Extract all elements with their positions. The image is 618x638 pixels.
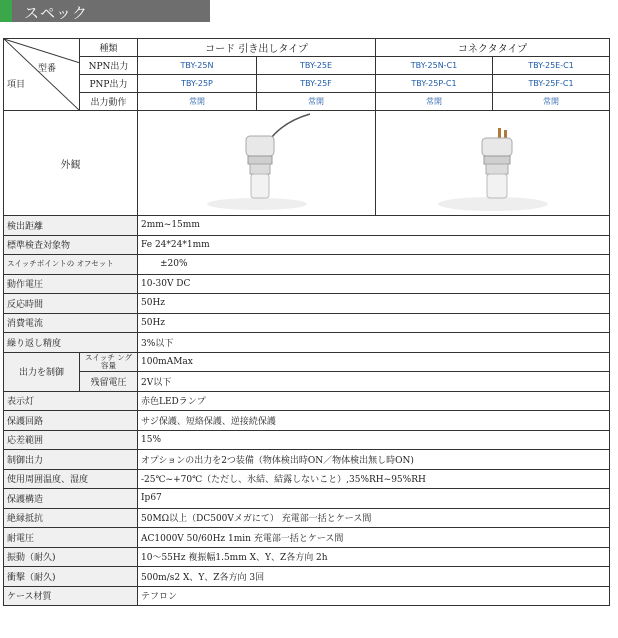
spec-label: 標準検査対象物: [4, 235, 138, 255]
spec-label: 表示灯: [4, 391, 138, 411]
spec-label: ケース材質: [4, 586, 138, 606]
header-accent-bar: [0, 0, 12, 22]
control-sub-label: 残留電圧: [80, 372, 138, 392]
appearance-label: 外観: [4, 111, 138, 216]
npn-model: TBY-25E-C1: [493, 57, 610, 75]
spec-value: サジ保護、短絡保護、逆接続保護: [138, 411, 610, 431]
spec-label: 制御出力: [4, 450, 138, 470]
section-title: スペック: [24, 4, 89, 22]
cord-sensor-illustration: [182, 112, 332, 212]
item-header-cell: [4, 39, 80, 111]
action-value: 常開: [376, 93, 493, 111]
spec-label: 衝撃（耐久): [4, 567, 138, 587]
spec-label: 使用周囲温度、湿度: [4, 469, 138, 489]
spec-value: 10～55Hz 複振幅1.5mm X、Y、Z各方向 2h: [138, 547, 610, 567]
spec-value: Ip67: [138, 489, 610, 509]
action-value: 常開: [138, 93, 257, 111]
control-value: 2V以下: [138, 372, 610, 392]
pnp-model: TBY-25F: [257, 75, 376, 93]
npn-model: TBY-25N: [138, 57, 257, 75]
spec-value: 10-30V DC: [138, 274, 610, 294]
pnp-model: TBY-25F-C1: [493, 75, 610, 93]
spec-label: 反応時間: [4, 294, 138, 314]
spec-value: AC1000V 50/60Hz 1min 充電部一括とケース間: [138, 528, 610, 548]
spec-label: スイッチポイントの オフセット: [4, 255, 138, 275]
connector-type-header: コネクタタイプ: [376, 39, 610, 57]
cord-sensor-image: [138, 111, 376, 216]
item-label: 項目: [7, 80, 26, 90]
control-label: 出力を制御: [4, 352, 80, 391]
spec-label: 保護構造: [4, 489, 138, 509]
spec-label: 振動（耐久): [4, 547, 138, 567]
spec-label: 繰り返し精度: [4, 333, 138, 353]
pnp-model: TBY-25P: [138, 75, 257, 93]
pnp-label: PNP出力: [80, 75, 138, 93]
spec-label: 応差範囲: [4, 430, 138, 450]
spec-label: 絶縁抵抗: [4, 508, 138, 528]
spec-label: 動作電圧: [4, 274, 138, 294]
action-value: 常開: [257, 93, 376, 111]
npn-model: TBY-25E: [257, 57, 376, 75]
spec-value: ±20%: [138, 255, 610, 275]
control-value: 100mAMax: [138, 352, 610, 372]
model-label: 型番: [38, 64, 57, 74]
spec-value: オプションの出力を2つ装備（物体検出時ON／物体検出無し時ON): [138, 450, 610, 470]
kind-label: 種類: [80, 39, 138, 57]
pnp-model: TBY-25P-C1: [376, 75, 493, 93]
spec-label: 耐電圧: [4, 528, 138, 548]
spec-value: 50MΩ以上（DC500Vメガにて） 充電部一括とケース間: [138, 508, 610, 528]
spec-value: 3%以下: [138, 333, 610, 353]
connector-sensor-illustration: [418, 112, 568, 212]
section-header: [0, 0, 210, 22]
cord-type-header: コード 引き出しタイプ: [138, 39, 376, 57]
control-sub-label: スイッチ ング容量: [80, 352, 138, 372]
action-label: 出力動作: [80, 93, 138, 111]
spec-label: 保護回路: [4, 411, 138, 431]
action-value: 常開: [493, 93, 610, 111]
spec-value: 500m/s2 X、Y、Z各方向 3回: [138, 567, 610, 587]
diagonal-lines: [4, 39, 79, 110]
spec-label: 検出距離: [4, 216, 138, 236]
spec-value: 50Hz: [138, 313, 610, 333]
spec-value: 赤色LEDランプ: [138, 391, 610, 411]
spec-value: 2mm~15mm: [138, 216, 610, 236]
spec-label: 消費電流: [4, 313, 138, 333]
spec-table: [3, 38, 610, 606]
spec-value: 15%: [138, 430, 610, 450]
spec-value: -25℃~+70℃（ただし、氷結、結露しないこと）,35%RH~95%RH: [138, 469, 610, 489]
npn-label: NPN出力: [80, 57, 138, 75]
spec-value: テフロン: [138, 586, 610, 606]
spec-value: 50Hz: [138, 294, 610, 314]
spec-value: Fe 24*24*1mm: [138, 235, 610, 255]
npn-model: TBY-25N-C1: [376, 57, 493, 75]
connector-sensor-image: [376, 111, 610, 216]
